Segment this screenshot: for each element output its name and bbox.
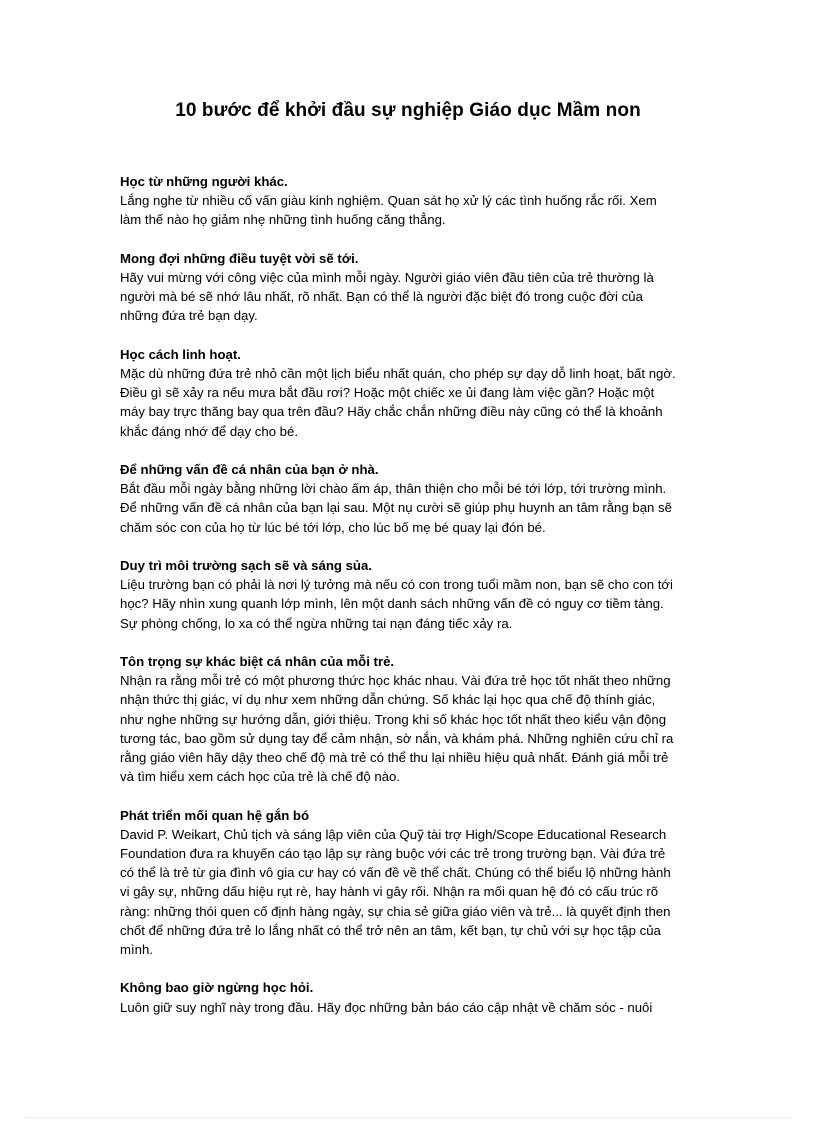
section xyxy=(120,652,690,786)
section-heading: Duy trì môi trường sạch sẽ và sáng sủa. xyxy=(120,558,372,573)
paragraph-line: rằng giáo viên hãy dậy theo chế độ mà trẻ có thể thu lại nhiều hiệu quả nhất. Đánh giá mỗi trẻ xyxy=(120,750,669,766)
paragraph-line: và tìm hiểu xem cách học của trẻ là chế độ nào. xyxy=(120,769,401,785)
paragraph-line: Điều gì sẽ xảy ra nếu mưa bắt đầu rơi? Hoặc một chiếc xe ủi đang làm việc gần? Hoặc một xyxy=(120,385,655,401)
paragraph-line: ràng: những thói quen cố định hàng ngày, sự chia sẻ giữa giáo viên và trẻ... là quyết định then xyxy=(120,903,671,919)
paragraph-line: chốt để những đứa trẻ lo lắng nhất có thể trở nên an tâm, kết bạn, tự chủ với sự học tập của xyxy=(120,922,661,938)
paragraph-line: Liệu trường bạn có phải là nơi lý tưởng mà nếu có con trong tuổi mầm non, bạn sẽ cho con tới xyxy=(120,577,673,593)
paragraph-line: Luôn giữ suy nghĩ này trong đầu. Hãy đọc những bản báo cáo cập nhật về chăm sóc - nuôi xyxy=(120,999,653,1015)
section xyxy=(120,172,690,230)
section-heading: Học cách linh hoạt. xyxy=(120,346,241,362)
paragraph-line: tương tác, bao gồm sử dụng tay để cảm nhận, sờ nắn, và khám phá. Những nghiên cứu chỉ ra xyxy=(120,730,674,746)
section xyxy=(120,978,690,1016)
paragraph-line: máy bay trực thăng bay qua trên đầu? Hãy chắc chắn những điều này cũng có thể là khoảnh xyxy=(120,404,663,420)
paragraph-line: David P. Weikart, Chủ tịch và sáng lập viên của Quỹ tài trợ High/Scope Educational Research xyxy=(120,826,667,842)
section xyxy=(120,345,690,441)
paragraph-line: những đứa trẻ bạn dạy. xyxy=(120,308,258,324)
section xyxy=(120,249,690,326)
paragraph-line: Lắng nghe từ nhiều cố vấn giàu kinh nghiệm. Quan sát họ xử lý các tình huống rắc rối. Xem xyxy=(120,193,657,209)
paragraph-line: chăm sóc con của họ từ lúc bé tới lớp, cho lúc bố mẹ bé quay lại đón bé. xyxy=(120,519,546,535)
paragraph-line: làm thế nào họ giảm nhẹ những tình huống căng thẳng. xyxy=(120,212,446,228)
section xyxy=(120,806,690,960)
paragraph-line: Để những vấn đề cá nhân của bạn lại sau. Một nụ cười sẽ giúp phụ huynh an tâm rằng bạn sẽ xyxy=(120,500,672,516)
paragraph-line: vi gây sự, những dấu hiệu rụt rè, hay hành vi gây rối. Nhận ra mối quan hệ đó có cấu trúc rõ xyxy=(120,884,659,900)
paragraph-line: Foundation đưa ra khuyến cáo tạo lập sự ràng buộc với các trẻ trong trường bạn. Vài đứa trẻ xyxy=(120,846,666,862)
paragraph-line: Mặc dù những đứa trẻ nhỏ cần một lịch biểu nhất quán, cho phép sự dạy dỗ linh hoạt, bất ngờ. xyxy=(120,366,676,381)
document-title: 10 bước để khởi đầu sự nghiệp Giáo dục Mầm non xyxy=(175,100,641,121)
document-body xyxy=(120,172,690,1036)
section-heading: Không bao giờ ngừng học hỏi. xyxy=(120,980,314,996)
section xyxy=(120,556,690,633)
section-heading: Học từ những người khác. xyxy=(120,174,288,189)
paragraph-line: người mà bé sẽ nhớ lâu nhất, rõ nhất. Bạn có thể là người đặc biệt đó trong cuộc đời của xyxy=(120,289,643,305)
section xyxy=(120,460,690,537)
paragraph-line: Hãy vui mừng với công việc của mình mỗi ngày. Người giáo viên đầu tiên của trẻ thường là xyxy=(120,270,654,285)
paragraph-line: khắc đáng nhớ để dạy cho bé. xyxy=(120,423,299,439)
section-heading: Mong đợi những điều tuyệt vời sẽ tới. xyxy=(120,250,359,266)
paragraph-line: học? Hãy nhìn xung quanh lớp mình, lên một danh sách những vấn đề có nguy cơ tiềm tàng. xyxy=(120,596,664,612)
page-bottom-divider xyxy=(24,1117,792,1118)
paragraph-line: Sự phòng chống, lo xa có thể ngừa những tai nạn đáng tiếc xảy ra. xyxy=(120,615,513,631)
paragraph-line: Bắt đầu mỗi ngày bằng những lời chào ấm áp, thân thiện cho mỗi bé tới lớp, tới trường mình. xyxy=(120,481,667,497)
paragraph-line: có thể là trẻ từ gia đình vô gia cư hay có vấn đề về thể chất. Chúng có thể biểu lộ những hành xyxy=(120,865,671,881)
paragraph-line: như nghe những sự hướng dẫn, giới thiệu. Trong khi số khác học tốt nhất theo kiểu vận động xyxy=(120,711,667,727)
section-heading: Để những vấn đề cá nhân của bạn ở nhà. xyxy=(120,462,379,477)
paragraph-line: Nhận ra rằng mỗi trẻ có một phương thức học khác nhau. Vài đứa trẻ học tốt nhất theo những xyxy=(120,673,671,689)
paragraph-line: mình. xyxy=(120,942,153,958)
section-heading: Tôn trọng sự khác biệt cá nhân của mỗi trẻ. xyxy=(120,654,395,669)
section-heading: Phát triển mối quan hệ gắn bó xyxy=(120,807,310,823)
paragraph-line: nhận thức thị giác, ví dụ như xem những dẫn chứng. Số khác lại học qua chế độ thính giác, xyxy=(120,692,656,708)
